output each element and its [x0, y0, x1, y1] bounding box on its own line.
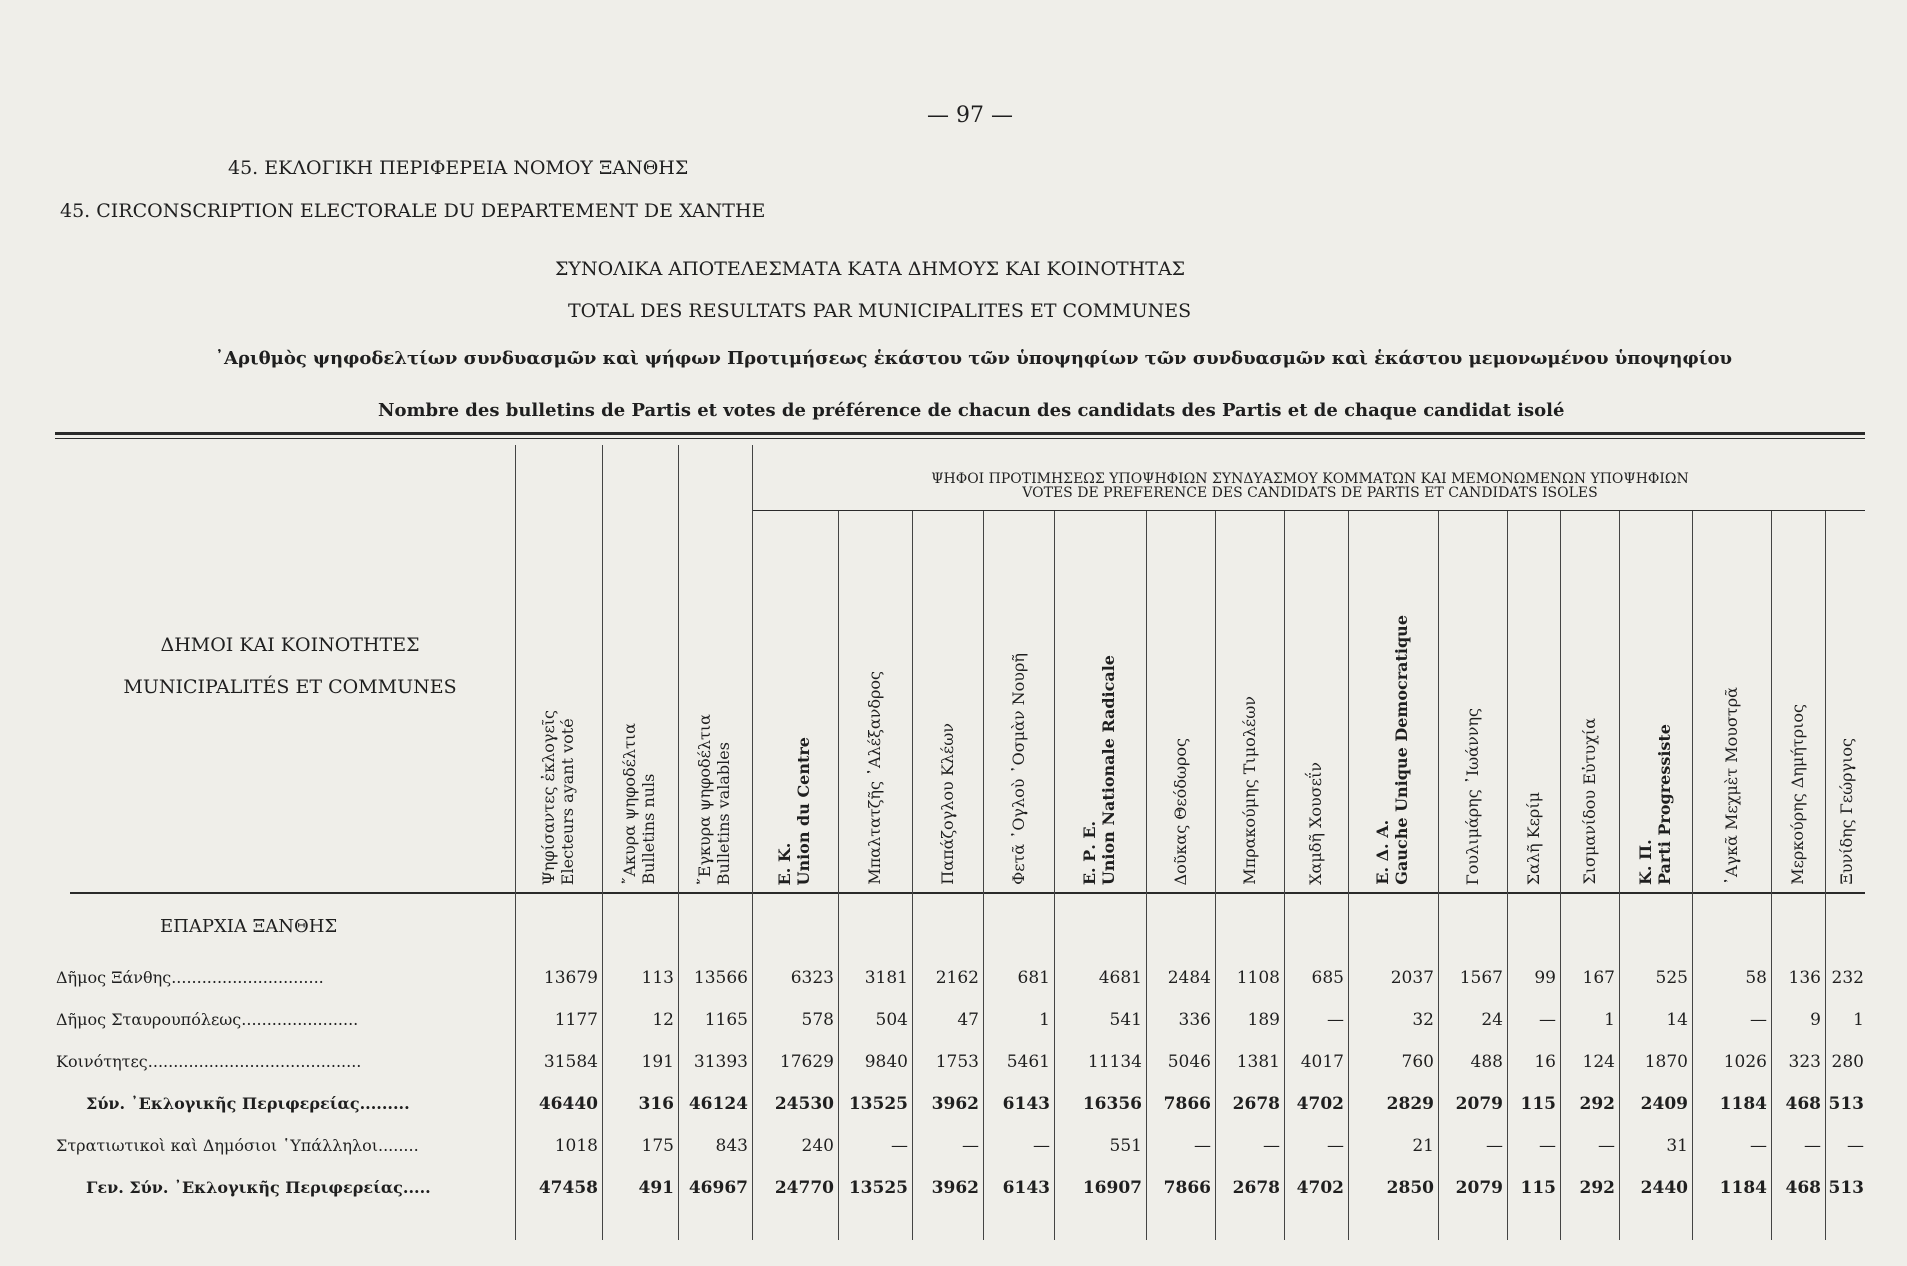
row-leader-dots: .......................: [241, 1010, 359, 1029]
column-header-line1: ῎Ακυρα ψηφοδέλτια: [620, 723, 639, 885]
table-cell: 6143: [1002, 1178, 1050, 1198]
row-label-text: Δῆμος Ξάνθης: [56, 968, 172, 987]
column-header-line2: Parti Progressiste: [1654, 723, 1674, 885]
column-header-line1: ᾿Αγκᾶ Μεχμὲτ Μουστρᾶ: [1721, 686, 1741, 885]
table-cell: 4017: [1300, 1052, 1344, 1072]
table-cell: —: [1327, 1136, 1344, 1156]
column-header: [1580, 718, 1599, 885]
column-header-line2: Union du Centre: [794, 736, 813, 885]
column-header: [1837, 738, 1856, 885]
column-header-line1: Ε. Ρ. Ε.: [1080, 820, 1099, 885]
column-header-line1: Κ. Π.: [1635, 839, 1655, 885]
column-header: [1080, 655, 1118, 885]
table-cell: 32: [1412, 1010, 1434, 1030]
row-label: [56, 1052, 504, 1071]
column-header-line1: Φετᾶ ᾿Ογλοὺ ᾿Οσμὰν Νουρῆ: [1008, 653, 1028, 885]
column-header-line2: Union Nationale Radicale: [1099, 654, 1118, 885]
table-cell: 21: [1412, 1136, 1434, 1156]
table-cell: 1753: [935, 1052, 979, 1072]
table-cell: 7866: [1163, 1178, 1211, 1198]
title-greek: 45. ΕΚΛΟΓΙΚΗ ΠΕΡΙΦΕΡΕΙΑ ΝΟΜΟΥ ΞΑΝΘΗΣ: [228, 157, 689, 179]
table-cell: 525: [1655, 968, 1688, 988]
column-header: [865, 671, 884, 885]
table-cell: 468: [1785, 1178, 1821, 1198]
table-cell: 5461: [1006, 1052, 1050, 1072]
table-cell: —: [1263, 1136, 1280, 1156]
table-cell: 2079: [1455, 1178, 1503, 1198]
column-divider: [752, 445, 753, 1240]
column-header: [1306, 762, 1325, 885]
column-header: [695, 714, 733, 885]
column-header: [1240, 696, 1259, 885]
column-divider: [678, 445, 679, 1240]
column-header-line2: Gauche Unique Democratique: [1392, 615, 1411, 885]
table-cell: 191: [641, 1052, 674, 1072]
table-cell: 1184: [1719, 1094, 1767, 1114]
table-cell: —: [962, 1136, 979, 1156]
table-cell: —: [1327, 1010, 1344, 1030]
column-divider: [1438, 511, 1439, 1240]
table-cell: 843: [715, 1136, 748, 1156]
table-cell: —: [1847, 1136, 1864, 1156]
table-cell: —: [1539, 1136, 1556, 1156]
table-cell: 115: [1520, 1094, 1556, 1114]
table-cell: 9840: [864, 1052, 908, 1072]
table-cell: 760: [1401, 1052, 1434, 1072]
table-cell: 6143: [1002, 1094, 1050, 1114]
column-header-line1: Δοῦκας Θεόδωρος: [1170, 737, 1190, 885]
column-header-line1: Μερκούρης Δημήτριος: [1788, 704, 1807, 885]
table-cell: 4702: [1296, 1094, 1344, 1114]
table-cell: 13566: [693, 968, 748, 988]
table-cell: 1165: [704, 1010, 748, 1030]
table-cell: 31393: [693, 1052, 748, 1072]
table-cell: 232: [1831, 968, 1864, 988]
table-cell: 2409: [1640, 1094, 1688, 1114]
column-header-line1: ῎Εγκυρα ψηφοδέλτια: [695, 713, 714, 885]
table-cell: 46967: [688, 1178, 748, 1198]
table-cell: 13679: [543, 968, 598, 988]
row-leader-dots: .....: [402, 1178, 431, 1197]
table-cell: 4681: [1098, 968, 1142, 988]
table-cell: 3962: [931, 1094, 979, 1114]
column-header-line2: Electeurs ayant voté: [557, 718, 577, 885]
table-cell: 24770: [774, 1178, 834, 1198]
row-label-text: Δῆμος Σταυρουπόλεως: [56, 1010, 242, 1029]
table-cell: 1108: [1236, 968, 1280, 988]
column-divider: [1146, 511, 1147, 1240]
description-french: Nombre des bulletins de Partis et votes de préférence de chacun des candidats des Partis et de chaque candidat isolé: [378, 400, 1565, 421]
table-cell: 58: [1745, 968, 1767, 988]
table-top-rule: [55, 432, 1865, 435]
table-cell: 3181: [864, 968, 908, 988]
table-cell: —: [1750, 1136, 1767, 1156]
table-cell: 16356: [1082, 1094, 1142, 1114]
table-cell: —: [1598, 1136, 1615, 1156]
column-header: [620, 723, 658, 885]
table-cell: 13525: [848, 1094, 908, 1114]
table-cell: 16: [1534, 1052, 1556, 1072]
stub-header-french: MUNICIPALITÉS ET COMMUNES: [123, 676, 457, 698]
table-cell: —: [1539, 1010, 1556, 1030]
table-top-rule-thin: [55, 438, 1865, 439]
table-cell: 2079: [1455, 1094, 1503, 1114]
table-cell: —: [1804, 1136, 1821, 1156]
table-cell: 541: [1109, 1010, 1142, 1030]
table-cell: 136: [1788, 968, 1821, 988]
column-divider: [1215, 511, 1216, 1240]
column-header: [1524, 792, 1543, 885]
column-header: [1009, 653, 1028, 885]
column-divider: [1619, 511, 1620, 1240]
table-cell: 468: [1785, 1094, 1821, 1114]
table-cell: 1018: [554, 1136, 598, 1156]
column-divider: [1825, 511, 1826, 1240]
table-cell: 13525: [848, 1178, 908, 1198]
table-cell: 12: [652, 1010, 674, 1030]
column-divider: [515, 445, 516, 1240]
stub-header-greek: ΔΗΜΟΙ ΚΑΙ ΚΟΙΝΟΤΗΤΕΣ: [160, 634, 420, 656]
table-cell: 551: [1109, 1136, 1142, 1156]
table-cell: 578: [801, 1010, 834, 1030]
table-cell: 115: [1520, 1178, 1556, 1198]
table-cell: 99: [1534, 968, 1556, 988]
table-cell: 11134: [1087, 1052, 1142, 1072]
table-cell: 504: [875, 1010, 908, 1030]
column-header-line2: Bulletins valables: [714, 741, 733, 885]
table-cell: 2678: [1232, 1094, 1280, 1114]
table-cell: —: [1194, 1136, 1211, 1156]
column-header-line1: Ε. Δ. Α.: [1373, 820, 1392, 885]
column-header: [1636, 724, 1674, 885]
column-divider: [602, 445, 603, 1240]
table-cell: 17629: [779, 1052, 834, 1072]
table-cell: 14: [1666, 1010, 1688, 1030]
table-cell: —: [891, 1136, 908, 1156]
column-header-line1: Ε. Κ.: [775, 842, 794, 885]
table-cell: 1: [1853, 1010, 1864, 1030]
table-cell: 491: [638, 1178, 674, 1198]
table-cell: —: [1033, 1136, 1050, 1156]
row-leader-dots: ..............................: [171, 968, 324, 987]
row-label: [56, 1136, 504, 1155]
table-cell: 1: [1604, 1010, 1615, 1030]
table-cell: 46124: [688, 1094, 748, 1114]
table-cell: 1381: [1236, 1052, 1280, 1072]
column-header: [1373, 615, 1411, 885]
table-cell: 6323: [790, 968, 834, 988]
column-divider: [1692, 511, 1693, 1240]
column-header: [1788, 704, 1807, 885]
table-cell: 2829: [1386, 1094, 1434, 1114]
table-cell: 9: [1810, 1010, 1821, 1030]
column-header-line1: Παπάζογλου Κλέων: [937, 723, 957, 885]
column-header: [1463, 708, 1482, 885]
page-number: — 97 —: [927, 103, 1013, 128]
column-header-line1: Μπαλτατζῆς ᾿Αλέξανδρος: [865, 671, 884, 885]
header-bottom-rule: [70, 892, 1865, 894]
row-label-text: Στρατιωτικοὶ καὶ Δημόσιοι ῾Υπάλληλοι: [56, 1136, 378, 1155]
table-cell: 1177: [554, 1010, 598, 1030]
column-divider: [912, 511, 913, 1240]
row-label: [56, 968, 504, 987]
row-label-text: Σύν. ᾿Εκλογικῆς Περιφερείας: [86, 1094, 360, 1113]
table-cell: 488: [1470, 1052, 1503, 1072]
column-header-line1: Μπρακούμης Τιμολέων: [1239, 696, 1259, 885]
table-cell: 189: [1247, 1010, 1280, 1030]
column-header-line1: Γουλιμάρης ᾿Ιωάννης: [1462, 707, 1482, 885]
column-header-line1: Χαμδῆ Χουσεΐν: [1306, 762, 1325, 885]
table-cell: 1870: [1644, 1052, 1688, 1072]
table-cell: 685: [1311, 968, 1344, 988]
column-divider: [1284, 511, 1285, 1240]
table-cell: 1026: [1723, 1052, 1767, 1072]
column-header: [539, 710, 577, 885]
table-cell: 336: [1178, 1010, 1211, 1030]
table-cell: 31584: [543, 1052, 598, 1072]
table-cell: 175: [641, 1136, 674, 1156]
row-leader-dots: .........: [359, 1094, 410, 1113]
column-header-line1: Σισμανίδου Εὐτυχία: [1579, 718, 1599, 885]
table-cell: 167: [1582, 968, 1615, 988]
section-label: ΕΠΑΡΧΙΑ ΞΑΝΘΗΣ: [160, 916, 338, 937]
table-cell: 24530: [774, 1094, 834, 1114]
table-cell: 1: [1039, 1010, 1050, 1030]
row-label: [86, 1094, 504, 1113]
column-divider: [838, 511, 839, 1240]
table-cell: 1184: [1719, 1178, 1767, 1198]
row-label-text: Γεν. Σύν. ᾿Εκλογικῆς Περιφερείας: [86, 1178, 403, 1197]
group-header-greek: ΨΗΦΟΙ ΠΡΟΤΙΜΗΣΕΩΣ ΥΠΟΨΗΦΙΩΝ ΣΥΝΔΥΑΣΜΟΥ ΚΟΜΜΑΤΩΝ ΚΑΙ ΜΕΜΟΝΩΜΕΝΩΝ ΥΠΟΨΗΦΙΩΝ: [931, 471, 1689, 487]
table-cell: 4702: [1296, 1178, 1344, 1198]
subtitle-greek: ΣΥΝΟΛΙΚΑ ΑΠΟΤΕΛΕΣΜΑΤΑ ΚΑΤΑ ΔΗΜΟΥΣ ΚΑΙ ΚΟΙΝΟΤΗΤΑΣ: [555, 258, 1186, 280]
column-header-line1: Ξυνίδης Γεώργιος: [1836, 738, 1856, 885]
table-cell: 2162: [935, 968, 979, 988]
table-cell: 46440: [538, 1094, 598, 1114]
column-header: [938, 723, 957, 885]
column-header: [1722, 687, 1741, 885]
table-cell: 240: [801, 1136, 834, 1156]
table-cell: 7866: [1163, 1094, 1211, 1114]
group-header-rule: [752, 510, 1865, 511]
column-divider: [1507, 511, 1508, 1240]
table-cell: 47458: [538, 1178, 598, 1198]
row-label-text: Κοινότητες: [56, 1052, 148, 1071]
row-leader-dots: ..........................................: [147, 1052, 362, 1071]
table-cell: 2037: [1390, 968, 1434, 988]
table-cell: 113: [641, 968, 674, 988]
column-divider: [1771, 511, 1772, 1240]
column-divider: [1054, 511, 1055, 1240]
column-divider: [983, 511, 984, 1240]
column-divider: [1560, 511, 1561, 1240]
table-cell: —: [1486, 1136, 1503, 1156]
subtitle-french: TOTAL DES RESULTATS PAR MUNICIPALITES ET COMMUNES: [568, 300, 1192, 322]
table-cell: 31: [1666, 1136, 1688, 1156]
table-cell: 2484: [1167, 968, 1211, 988]
table-cell: 2440: [1640, 1178, 1688, 1198]
table-cell: 16907: [1082, 1178, 1142, 1198]
table-cell: 47: [957, 1010, 979, 1030]
column-header: [775, 737, 813, 885]
column-header-line1: Ψηφίσαντες ἐκλογεῖς: [538, 709, 558, 885]
row-label: [56, 1010, 504, 1029]
row-leader-dots: ........: [377, 1136, 419, 1155]
table-cell: 292: [1579, 1178, 1615, 1198]
table-cell: 681: [1017, 968, 1050, 988]
table-cell: 280: [1831, 1052, 1864, 1072]
table-cell: 513: [1828, 1094, 1864, 1114]
title-french: 45. CIRCONSCRIPTION ELECTORALE DU DEPARTEMENT DE XANTHE: [60, 200, 766, 222]
table-cell: 124: [1582, 1052, 1615, 1072]
table-cell: 1567: [1459, 968, 1503, 988]
table-cell: 292: [1579, 1094, 1615, 1114]
table-cell: 323: [1788, 1052, 1821, 1072]
table-cell: —: [1750, 1010, 1767, 1030]
table-cell: 2850: [1386, 1178, 1434, 1198]
table-cell: 5046: [1167, 1052, 1211, 1072]
group-header-french: VOTES DE PREFERENCE DES CANDIDATS DE PARTIS ET CANDIDATS ISOLES: [1022, 485, 1598, 501]
table-cell: 316: [638, 1094, 674, 1114]
description-greek: ᾿Αριθμὸς ψηφοδελτίων συνδυασμῶν καὶ ψήφων Προτιμήσεως ἑκάστου τῶν ὑποψηφίων τῶν συνδυασμῶν καὶ ἑκάστου μεμονωμένου ὑποψηφίου: [215, 348, 1732, 369]
table-cell: 24: [1481, 1010, 1503, 1030]
column-divider: [1348, 511, 1349, 1240]
column-header: [1171, 738, 1190, 885]
row-label: [86, 1178, 504, 1197]
table-cell: 2678: [1232, 1178, 1280, 1198]
column-header-line1: Σαλῆ Κερίμ: [1523, 791, 1543, 885]
table-cell: 3962: [931, 1178, 979, 1198]
table-cell: 513: [1828, 1178, 1864, 1198]
column-header-line2: Bulletins nuls: [639, 774, 658, 885]
